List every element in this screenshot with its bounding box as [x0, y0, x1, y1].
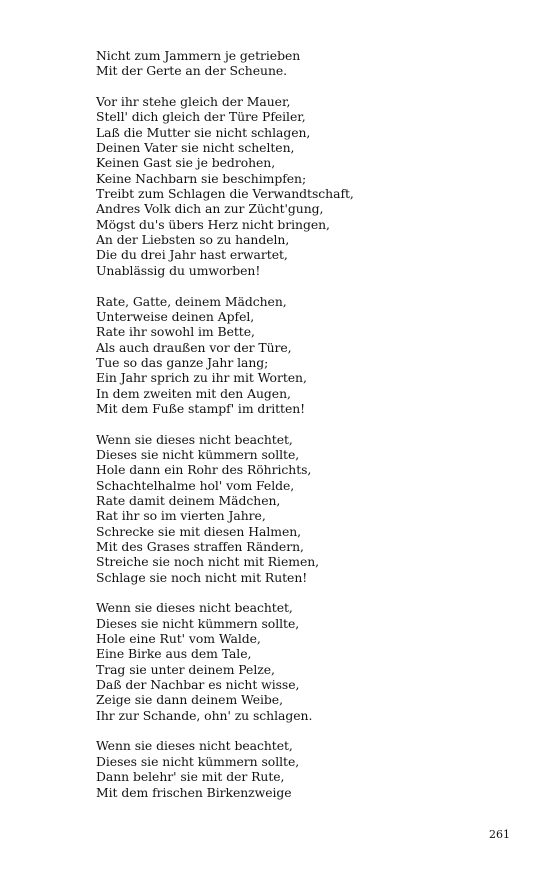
stanza-1 — [96, 48, 526, 79]
verse-line: Andres Volk dich an zur Zücht'gung, — [96, 201, 324, 217]
verse-line: Dieses sie nicht kümmern sollte, — [96, 615, 300, 631]
verse-line: Wenn sie dieses nicht beachtet, — [96, 431, 293, 447]
verse-line: Wenn sie dieses nicht beachtet, — [96, 600, 293, 616]
verse-line: Ein Jahr sprich zu ihr mit Worten, — [96, 370, 307, 386]
stanza-4 — [96, 432, 526, 585]
verse-line: Mit dem frischen Birkenzweige — [96, 784, 292, 800]
poem-text — [96, 48, 526, 800]
verse-line: Dieses sie nicht kümmern sollte, — [96, 446, 300, 462]
verse-line: Tue so das ganze Jahr lang; — [96, 354, 269, 370]
verse-line: Rat ihr so im vierten Jahre, — [96, 508, 266, 524]
verse-line: Mit der Gerte an der Scheune. — [96, 63, 288, 79]
verse-line: Unterweise deinen Apfel, — [96, 308, 255, 324]
verse-line: Trag sie unter deinem Pelze, — [96, 661, 275, 677]
verse-line: Dieses sie nicht kümmern sollte, — [96, 753, 300, 769]
verse-line: Stell' dich gleich der Türe Pfeiler, — [96, 109, 306, 125]
verse-line: Mit des Grases straffen Rändern, — [96, 539, 304, 554]
stanza-5 — [96, 600, 526, 723]
verse-line: Schrecke sie mit diesen Halmen, — [96, 523, 302, 539]
page-number: 261 — [489, 828, 510, 841]
verse-line: Hole dann ein Rohr des Röhrichts, — [96, 462, 312, 478]
stanza-3 — [96, 294, 526, 417]
verse-line: Rate, Gatte, deinem Mädchen, — [96, 293, 287, 309]
stanza-2 — [96, 94, 526, 278]
verse-line: Rate ihr sowohl im Bette, — [96, 324, 255, 340]
verse-line: Zeige sie dann deinem Weibe, — [96, 692, 283, 708]
verse-line: An der Liebsten so zu handeln, — [96, 232, 290, 248]
verse-line: Keine Nachbarn sie beschimpfen; — [96, 170, 307, 186]
verse-line: Dann belehr' sie mit der Rute, — [96, 769, 285, 785]
verse-line: Deinen Vater sie nicht schelten, — [96, 140, 295, 156]
verse-line: Treibt zum Schlagen die Verwandtschaft, — [96, 186, 354, 202]
verse-line: Mit dem Fuße stampf' im dritten! — [96, 400, 306, 416]
verse-line: Laß die Mutter sie nicht schlagen, — [96, 124, 311, 140]
verse-line: Rate damit deinem Mädchen, — [96, 492, 281, 508]
verse-line: Hole eine Rut' vom Walde, — [96, 631, 261, 647]
stanza-6 — [96, 738, 526, 799]
verse-line: Mögst du's übers Herz nicht bringen, — [96, 216, 330, 232]
verse-line: Ihr zur Schande, ohn' zu schlagen. — [96, 707, 313, 723]
verse-line: Schlage sie noch nicht mit Ruten! — [96, 569, 308, 585]
verse-line: Unablässig du umworben! — [96, 262, 261, 278]
verse-line: Daß der Nachbar es nicht wisse, — [96, 677, 300, 693]
verse-line: Vor ihr stehe gleich der Mauer, — [96, 94, 291, 110]
verse-line: Die du drei Jahr hast erwartet, — [96, 247, 288, 263]
verse-line: Nicht zum Jammern je getrieben — [96, 48, 301, 63]
verse-line: Wenn sie dieses nicht beachtet, — [96, 738, 293, 754]
verse-line: Schachtelhalme hol' vom Felde, — [96, 477, 295, 493]
verse-line: In dem zweiten mit den Augen, — [96, 385, 291, 401]
verse-line: Eine Birke aus dem Tale, — [96, 646, 252, 662]
verse-line: Streiche sie noch nicht mit Riemen, — [96, 554, 320, 570]
verse-line: Keinen Gast sie je bedrohen, — [96, 155, 276, 171]
verse-line: Als auch draußen vor der Türe, — [96, 339, 292, 355]
